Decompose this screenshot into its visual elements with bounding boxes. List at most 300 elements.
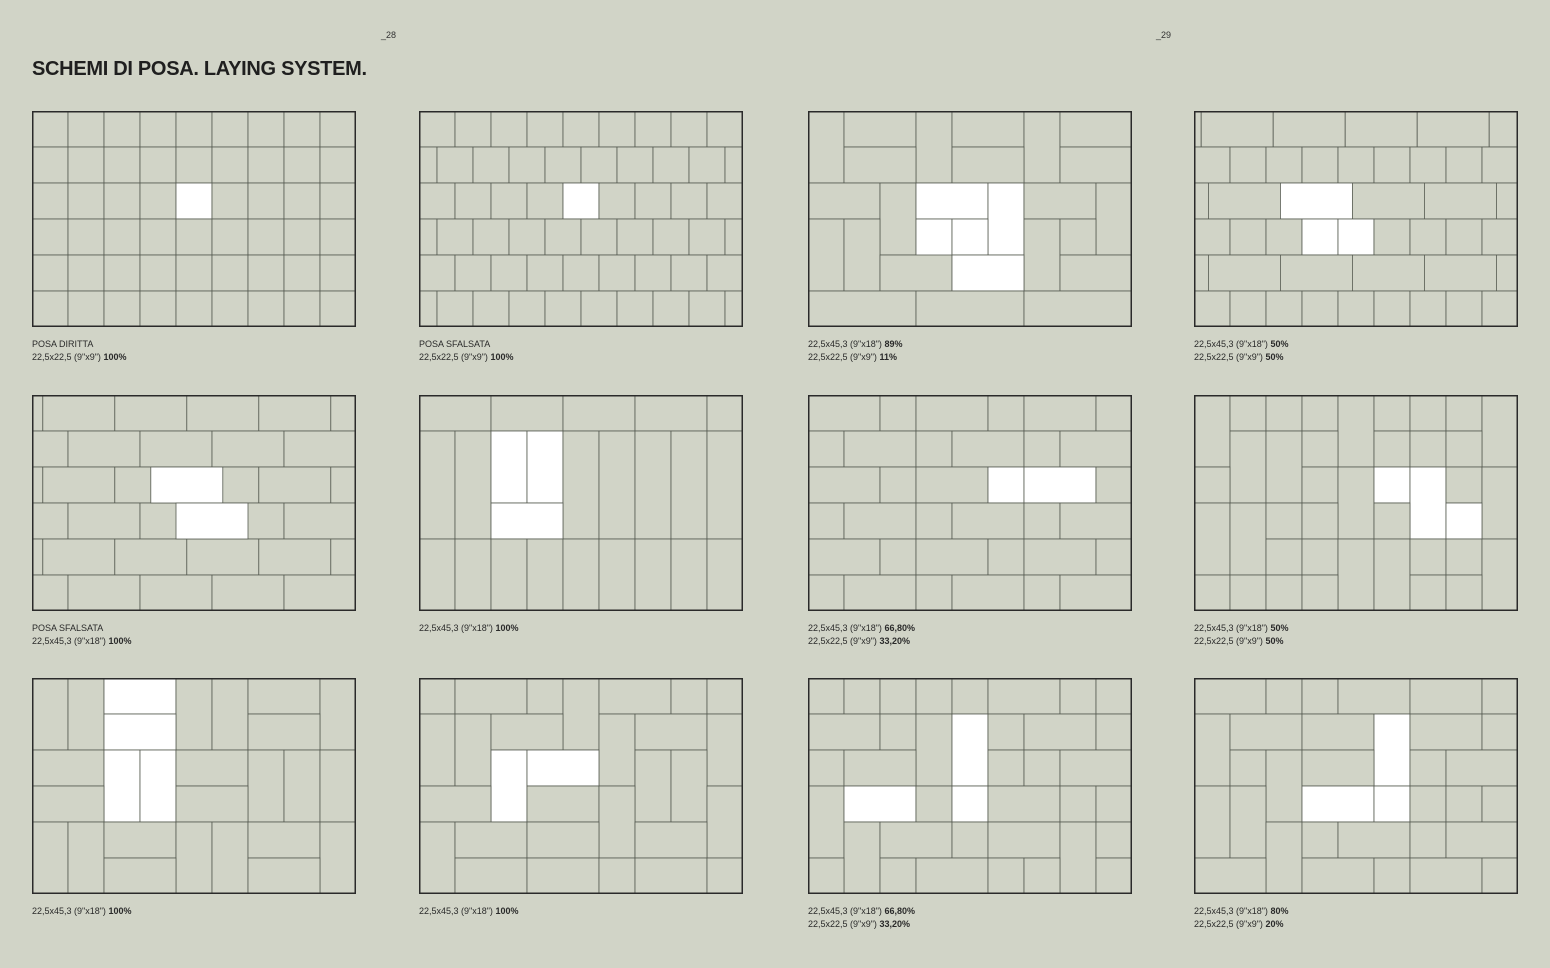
tile bbox=[808, 750, 844, 786]
tile bbox=[32, 750, 104, 786]
tile bbox=[509, 291, 545, 327]
tile bbox=[952, 678, 988, 714]
tile bbox=[1060, 503, 1132, 539]
caption-line bbox=[808, 918, 1132, 931]
tile bbox=[707, 183, 743, 219]
tile bbox=[32, 183, 68, 219]
tile bbox=[176, 255, 212, 291]
tile bbox=[707, 539, 743, 611]
scheme-caption bbox=[32, 905, 356, 918]
caption-label: 22,5x22,5 (9"x9") bbox=[419, 351, 488, 362]
tile bbox=[1446, 467, 1482, 503]
tile bbox=[1266, 431, 1302, 503]
tile bbox=[1338, 539, 1374, 611]
highlighted-tile bbox=[104, 678, 176, 714]
tile bbox=[599, 255, 635, 291]
tile bbox=[68, 147, 104, 183]
tile bbox=[808, 786, 844, 858]
caption-label: 22,5x22,5 (9"x9") bbox=[1194, 918, 1263, 929]
tile bbox=[916, 786, 952, 822]
tile bbox=[1060, 786, 1096, 822]
tile bbox=[1060, 750, 1132, 786]
tile bbox=[455, 431, 491, 539]
tile bbox=[1410, 395, 1446, 431]
tile bbox=[248, 219, 284, 255]
tile bbox=[1446, 431, 1482, 467]
tile bbox=[1230, 503, 1266, 575]
tile bbox=[1410, 575, 1446, 611]
tile bbox=[176, 291, 212, 327]
tile bbox=[248, 858, 320, 894]
tile bbox=[1496, 255, 1518, 291]
tile bbox=[1489, 111, 1518, 147]
tile bbox=[491, 183, 527, 219]
tile bbox=[1338, 467, 1374, 539]
caption-label: 22,5x45,3 (9"x18") bbox=[419, 906, 493, 916]
tile bbox=[844, 575, 916, 611]
tile bbox=[455, 858, 527, 894]
tile bbox=[808, 858, 844, 894]
tile bbox=[1424, 255, 1496, 291]
highlighted-tile bbox=[1446, 503, 1482, 539]
tile bbox=[140, 111, 176, 147]
tile bbox=[707, 431, 743, 539]
caption-label: 22,5x22,5 (9"x9") bbox=[1194, 635, 1263, 646]
tile bbox=[1302, 714, 1374, 750]
tile bbox=[689, 219, 725, 255]
tile bbox=[844, 678, 880, 714]
scheme-caption bbox=[1194, 622, 1518, 647]
tile bbox=[1482, 678, 1518, 714]
tile bbox=[671, 678, 707, 714]
tile bbox=[68, 822, 104, 894]
tile bbox=[1302, 503, 1338, 539]
tile bbox=[1096, 539, 1132, 575]
tile bbox=[1446, 750, 1518, 786]
tile-diagram bbox=[419, 395, 743, 611]
caption-line bbox=[1194, 635, 1518, 648]
tile bbox=[455, 183, 491, 219]
caption-line bbox=[808, 905, 1132, 918]
tile bbox=[419, 183, 455, 219]
caption-percentage: 80% bbox=[1270, 906, 1289, 916]
tile bbox=[1280, 255, 1352, 291]
laying-scheme-mixed-80 bbox=[1194, 678, 1518, 930]
tile-diagram bbox=[1194, 678, 1518, 894]
highlighted-tile bbox=[491, 431, 527, 503]
highlighted-tile bbox=[527, 750, 599, 786]
tile bbox=[212, 431, 284, 467]
tile bbox=[1230, 147, 1266, 183]
page-title: SCHEMI DI POSA. LAYING SYSTEM. bbox=[32, 58, 367, 80]
tile bbox=[635, 255, 671, 291]
caption-label: POSA SFALSATA bbox=[419, 339, 491, 349]
tile bbox=[176, 111, 212, 147]
tile bbox=[952, 111, 1024, 147]
highlighted-tile bbox=[151, 467, 223, 503]
tile bbox=[248, 111, 284, 147]
highlighted-tile bbox=[176, 183, 212, 219]
caption-line bbox=[419, 622, 743, 635]
highlighted-tile bbox=[952, 255, 1024, 291]
tile bbox=[331, 395, 356, 431]
tile bbox=[455, 678, 527, 714]
tile bbox=[707, 714, 743, 786]
tile bbox=[707, 255, 743, 291]
tile bbox=[104, 255, 140, 291]
tile bbox=[320, 219, 356, 255]
tile bbox=[1410, 219, 1446, 255]
scheme-caption bbox=[808, 338, 1132, 363]
tile bbox=[491, 255, 527, 291]
caption-line bbox=[808, 622, 1132, 635]
tile bbox=[1302, 291, 1338, 327]
laying-scheme-mixed-6680-a bbox=[808, 395, 1132, 647]
caption-percentage: 50% bbox=[1265, 635, 1284, 646]
highlighted-tile bbox=[988, 467, 1024, 503]
tile bbox=[599, 678, 671, 714]
tile bbox=[1302, 539, 1338, 575]
tile bbox=[1096, 183, 1132, 255]
tile bbox=[1338, 395, 1374, 467]
caption-percentage: 11% bbox=[879, 351, 897, 362]
tile bbox=[1417, 111, 1489, 147]
caption-label: 22,5x22,5 (9"x9") bbox=[808, 918, 877, 929]
highlighted-tile bbox=[563, 183, 599, 219]
tile bbox=[212, 183, 248, 219]
tile bbox=[527, 111, 563, 147]
tile bbox=[1446, 147, 1482, 183]
tile bbox=[455, 714, 491, 786]
highlighted-tile bbox=[140, 750, 176, 822]
tile bbox=[1374, 503, 1410, 539]
tile bbox=[988, 714, 1024, 750]
caption-line bbox=[1194, 351, 1518, 364]
tile bbox=[1410, 786, 1446, 822]
tile bbox=[527, 183, 563, 219]
tile bbox=[1208, 183, 1280, 219]
caption-line bbox=[1194, 622, 1518, 635]
caption-line bbox=[808, 338, 1132, 351]
highlighted-tile bbox=[844, 786, 916, 822]
scheme-caption bbox=[32, 622, 356, 647]
tile bbox=[140, 219, 176, 255]
highlighted-tile bbox=[988, 183, 1024, 255]
tile bbox=[1024, 183, 1096, 219]
laying-scheme-posa-sfalsata-square bbox=[419, 111, 743, 363]
tile bbox=[1446, 822, 1518, 858]
tile bbox=[1410, 431, 1446, 467]
tile bbox=[599, 714, 635, 786]
tile bbox=[284, 147, 320, 183]
tile bbox=[1060, 575, 1132, 611]
tile-diagram bbox=[419, 678, 743, 894]
tile bbox=[563, 255, 599, 291]
tile bbox=[1024, 111, 1060, 183]
tile bbox=[707, 858, 743, 894]
laying-scheme-mixed-6680-b bbox=[808, 678, 1132, 930]
tile bbox=[689, 291, 725, 327]
tile bbox=[212, 111, 248, 147]
tile bbox=[599, 858, 635, 894]
caption-percentage: 89% bbox=[884, 339, 903, 349]
tile bbox=[1194, 786, 1230, 858]
tile bbox=[635, 539, 671, 611]
tile bbox=[320, 678, 356, 750]
tile bbox=[284, 750, 320, 822]
tile bbox=[1482, 467, 1518, 539]
scheme-caption bbox=[419, 905, 743, 918]
tile bbox=[104, 111, 140, 147]
tile bbox=[844, 111, 916, 147]
tile bbox=[419, 678, 455, 714]
tile bbox=[952, 575, 1024, 611]
tile bbox=[1266, 575, 1302, 611]
caption-percentage: 33,20% bbox=[879, 635, 910, 646]
tile bbox=[1374, 858, 1410, 894]
highlighted-tile bbox=[1302, 219, 1338, 255]
tile bbox=[1024, 750, 1060, 786]
caption-line bbox=[1194, 918, 1518, 931]
tile bbox=[1230, 786, 1266, 858]
tile bbox=[599, 539, 635, 611]
tile bbox=[635, 183, 671, 219]
laying-scheme-pinwheel bbox=[808, 111, 1132, 363]
tile bbox=[1374, 539, 1410, 611]
tile bbox=[1194, 395, 1230, 467]
tile bbox=[320, 291, 356, 327]
tile-diagram bbox=[32, 111, 356, 327]
tile bbox=[140, 147, 176, 183]
tile bbox=[1446, 539, 1482, 575]
tile bbox=[1024, 431, 1060, 467]
tile bbox=[1338, 147, 1374, 183]
tile bbox=[1302, 858, 1374, 894]
tile bbox=[68, 503, 140, 539]
tile bbox=[1374, 431, 1410, 467]
tile bbox=[671, 750, 707, 822]
tile bbox=[635, 111, 671, 147]
tile bbox=[581, 219, 617, 255]
tile bbox=[176, 786, 248, 822]
tile bbox=[988, 678, 1060, 714]
tile bbox=[1273, 111, 1345, 147]
tile bbox=[212, 822, 248, 894]
tile bbox=[1230, 714, 1302, 750]
caption-line bbox=[808, 351, 1132, 364]
tile bbox=[1096, 786, 1132, 822]
caption-percentage: 50% bbox=[1265, 351, 1284, 362]
tile bbox=[707, 678, 743, 714]
tile bbox=[419, 291, 437, 327]
tile bbox=[437, 147, 473, 183]
tile bbox=[635, 822, 707, 858]
tile bbox=[1230, 431, 1266, 503]
highlighted-tile bbox=[491, 750, 527, 822]
tile bbox=[212, 255, 248, 291]
caption-label: 22,5x45,3 (9"x18") bbox=[1194, 339, 1268, 349]
tile bbox=[545, 147, 581, 183]
tile bbox=[916, 539, 988, 575]
caption-line bbox=[32, 622, 356, 635]
tile bbox=[1194, 147, 1230, 183]
tile bbox=[32, 503, 68, 539]
tile bbox=[419, 255, 455, 291]
caption-line bbox=[32, 351, 356, 364]
tile bbox=[491, 714, 563, 750]
tile bbox=[1482, 219, 1518, 255]
tile bbox=[491, 111, 527, 147]
tile bbox=[599, 786, 635, 858]
tile bbox=[952, 431, 1024, 467]
tile bbox=[104, 147, 140, 183]
tile bbox=[1410, 678, 1482, 714]
tile bbox=[32, 255, 68, 291]
highlighted-tile bbox=[1374, 467, 1410, 503]
tile bbox=[68, 575, 140, 611]
tile bbox=[32, 786, 104, 822]
laying-scheme-basketweave bbox=[32, 678, 356, 918]
tile bbox=[1060, 822, 1096, 894]
tile bbox=[1302, 431, 1338, 467]
tile bbox=[916, 395, 988, 431]
tile bbox=[176, 147, 212, 183]
tile bbox=[284, 575, 356, 611]
tile bbox=[284, 219, 320, 255]
tile bbox=[32, 431, 68, 467]
tile bbox=[1482, 291, 1518, 327]
caption-label: 22,5x45,3 (9"x18") bbox=[808, 623, 882, 633]
tile bbox=[988, 858, 1024, 894]
tile bbox=[1096, 678, 1132, 714]
tile bbox=[1410, 750, 1446, 786]
tile bbox=[844, 147, 916, 183]
tile bbox=[1482, 786, 1518, 822]
tile bbox=[653, 147, 689, 183]
tile bbox=[635, 714, 707, 750]
tile bbox=[140, 291, 176, 327]
tile bbox=[212, 147, 248, 183]
tile bbox=[581, 291, 617, 327]
tile bbox=[1266, 822, 1302, 894]
tile bbox=[988, 539, 1024, 575]
tile bbox=[808, 219, 844, 291]
tile bbox=[320, 147, 356, 183]
tile bbox=[1482, 714, 1518, 750]
tile bbox=[653, 291, 689, 327]
tile bbox=[331, 467, 356, 503]
tile bbox=[1482, 147, 1518, 183]
caption-percentage: 100% bbox=[108, 906, 132, 916]
tile bbox=[419, 786, 491, 822]
highlighted-tile bbox=[176, 503, 248, 539]
tile bbox=[808, 395, 880, 431]
tile bbox=[419, 431, 455, 539]
tile bbox=[419, 147, 437, 183]
tile-diagram bbox=[32, 395, 356, 611]
tile bbox=[1266, 539, 1302, 575]
tile bbox=[140, 183, 176, 219]
tile-diagram bbox=[1194, 111, 1518, 327]
tile bbox=[916, 678, 952, 714]
tile bbox=[32, 219, 68, 255]
tile bbox=[1024, 395, 1096, 431]
tile bbox=[187, 539, 259, 575]
tile bbox=[1424, 183, 1496, 219]
tile bbox=[725, 147, 743, 183]
tile bbox=[635, 431, 671, 539]
tile bbox=[68, 219, 104, 255]
tile bbox=[1302, 395, 1338, 431]
tile bbox=[32, 575, 68, 611]
tile bbox=[509, 147, 545, 183]
tile bbox=[617, 147, 653, 183]
tile bbox=[1060, 678, 1096, 714]
caption-percentage: 100% bbox=[103, 351, 127, 362]
tile bbox=[259, 395, 331, 431]
caption-label: POSA SFALSATA bbox=[32, 623, 104, 633]
tile bbox=[419, 714, 455, 786]
caption-label: 22,5x22,5 (9"x9") bbox=[808, 635, 877, 646]
tile bbox=[916, 575, 952, 611]
tile bbox=[43, 539, 115, 575]
tile bbox=[635, 858, 707, 894]
scheme-caption bbox=[419, 622, 743, 635]
tile bbox=[671, 183, 707, 219]
tile bbox=[527, 255, 563, 291]
tile bbox=[140, 575, 212, 611]
highlighted-tile bbox=[1374, 714, 1410, 786]
tile bbox=[32, 147, 68, 183]
tile bbox=[1266, 395, 1302, 431]
tile bbox=[259, 467, 331, 503]
tile bbox=[808, 575, 844, 611]
tile bbox=[491, 395, 563, 431]
tile bbox=[284, 183, 320, 219]
tile-diagram bbox=[808, 111, 1132, 327]
tile bbox=[473, 291, 509, 327]
tile bbox=[32, 291, 68, 327]
tile bbox=[808, 714, 880, 750]
tile bbox=[1194, 291, 1230, 327]
tile bbox=[545, 219, 581, 255]
highlighted-tile bbox=[104, 714, 176, 750]
tile bbox=[1410, 539, 1446, 575]
tile bbox=[1194, 219, 1230, 255]
tile bbox=[988, 822, 1060, 858]
tile bbox=[455, 255, 491, 291]
tile bbox=[1410, 858, 1482, 894]
tile bbox=[1482, 395, 1518, 467]
tile bbox=[1060, 431, 1132, 467]
tile bbox=[880, 678, 916, 714]
caption-percentage: 33,20% bbox=[879, 918, 910, 929]
tile bbox=[1266, 291, 1302, 327]
tile bbox=[104, 183, 140, 219]
tile bbox=[599, 183, 635, 219]
tile bbox=[671, 255, 707, 291]
tile bbox=[707, 111, 743, 147]
tile bbox=[1230, 291, 1266, 327]
page-number-left: _28 bbox=[381, 30, 397, 40]
tile bbox=[1446, 786, 1482, 822]
tile bbox=[259, 539, 331, 575]
tile bbox=[1230, 575, 1266, 611]
tile bbox=[212, 291, 248, 327]
tile bbox=[248, 291, 284, 327]
scheme-caption bbox=[808, 905, 1132, 930]
tile bbox=[284, 111, 320, 147]
